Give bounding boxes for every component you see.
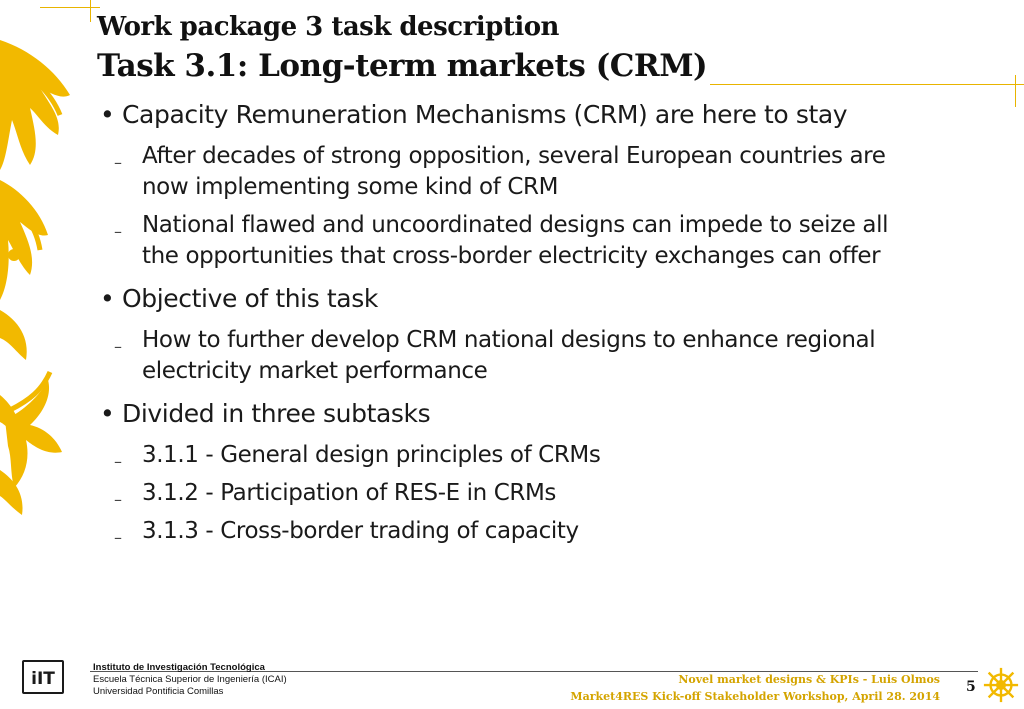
footer-event: Market4RES Kick-off Stakeholder Workshop, April 28. 2014 <box>570 690 940 703</box>
institute-name: Instituto de Investigación Tecnológica <box>93 662 265 673</box>
sub-text-line: the opportunities that cross-border electricity exchanges can offer <box>142 243 881 269</box>
decorative-ornament <box>0 0 95 560</box>
iit-logo-icon <box>24 662 62 692</box>
bullet-text: Divided in three subtasks <box>122 399 431 428</box>
sub-text-line: 3.1.2 - Participation of RES-E in CRMs <box>142 480 557 506</box>
dash-marker: – <box>114 337 122 356</box>
dash-marker: – <box>114 153 122 172</box>
bullet-text: Objective of this task <box>122 284 378 313</box>
page-number: 5 <box>966 679 976 695</box>
title-rule-tick <box>1015 75 1016 107</box>
footer-talk: Novel market designs & KPIs - Luis Olmos <box>678 673 940 686</box>
sub-text-line: electricity market performance <box>142 358 488 384</box>
title-rule <box>710 84 1024 85</box>
sub-text-line: 3.1.3 - Cross-border trading of capacity <box>142 518 579 544</box>
corner-line <box>90 0 91 22</box>
gear-wheel-icon <box>982 666 1020 704</box>
iit-logo <box>22 660 64 694</box>
dash-marker: – <box>114 490 122 509</box>
bullet-text: Capacity Remuneration Mechanisms (CRM) are here to stay <box>122 100 848 129</box>
sub-text-line: After decades of strong opposition, several European countries are <box>142 143 886 169</box>
sub-text-line: National flawed and uncoordinated designs can impede to seize all <box>142 212 889 238</box>
bullet-marker: • <box>100 284 115 313</box>
bullet-marker: • <box>100 399 115 428</box>
bullet-marker: • <box>100 100 115 129</box>
logo-text: iIT <box>31 669 55 689</box>
dash-marker: – <box>114 528 122 547</box>
page-title: Work package 3 task description <box>97 12 559 42</box>
sub-text-line: now implementing some kind of CRM <box>142 174 559 200</box>
bullet-item <box>100 284 378 313</box>
bullet-item <box>100 100 847 129</box>
bullet-item <box>100 399 430 428</box>
sub-text-line: How to further develop CRM national designs to enhance regional <box>142 327 876 353</box>
dash-marker: – <box>114 222 122 241</box>
page-subtitle: Task 3.1: Long-term markets (CRM) <box>97 48 708 84</box>
dash-marker: – <box>114 452 122 471</box>
institute-school: Escuela Técnica Superior de Ingeniería (ICAI) <box>93 674 287 685</box>
institute-university: Universidad Pontificia Comillas <box>93 686 224 697</box>
sub-text-line: 3.1.1 - General design principles of CRMs <box>142 442 601 468</box>
corner-line <box>40 7 100 8</box>
